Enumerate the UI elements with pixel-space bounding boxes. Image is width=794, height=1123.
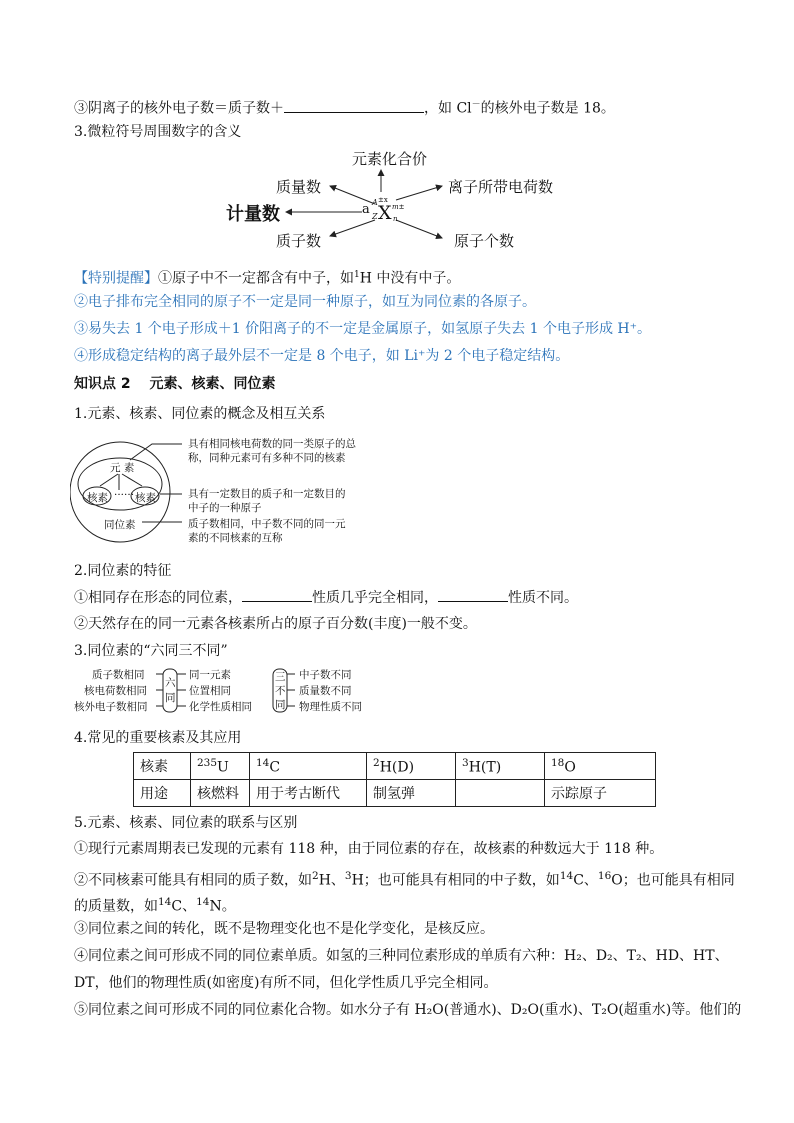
tip-1-end: H 中没有中子。 [359, 270, 461, 287]
cell-label: 核素 [140, 759, 168, 775]
paragraph-2-cont [74, 892, 236, 917]
section-heading: 2.同位素的特征 [74, 563, 172, 579]
feature-1-end: 性质不同。 [508, 590, 578, 606]
subsection-heading: 1.元素、核素、同位素的概念及相互关系 [74, 406, 326, 422]
same-result: 同一元素 [189, 669, 231, 681]
table-cell [134, 753, 191, 780]
same-result: 位置相同 [189, 685, 231, 697]
nuclide-symbol: C [269, 759, 281, 776]
symbol-count: n [393, 215, 398, 223]
three-char: 三 [275, 671, 286, 683]
tip-label: 【特别提醒】 [74, 270, 158, 287]
p2-text: N。 [209, 898, 236, 915]
isotope-node: 同位素 [104, 519, 136, 531]
diff-item: 物理性质不同 [299, 701, 362, 713]
tip-1-text: ①原子中不一定都含有中子，如 [158, 270, 354, 287]
valence-label: 元素化合价 [352, 150, 428, 168]
knowledge-point-heading: 知识点 2 元素、核素、同位素 [74, 376, 276, 392]
p2-text: C、 [573, 872, 598, 889]
blank-field [438, 587, 508, 602]
tip-3: ③易失去 1 个电子形成＋1 价阳离子的不一定是金属原子，如氢原子失去 1 个电子形成 H⁺。 [74, 321, 652, 337]
paragraph-3: ③同位素之间的转化，既不是物理变化也不是化学变化，是核反应。 [74, 921, 494, 937]
feature-1-mid: 性质几乎完全相同， [312, 590, 438, 606]
coefficient-label: 计量数 [226, 204, 280, 225]
isotope-definition-cont: 素的不同核素的互称 [188, 532, 283, 544]
same-result: 化学性质相同 [189, 701, 252, 713]
anion-example-end: 的核外电子数是 18。 [480, 100, 615, 117]
table-row [134, 753, 656, 780]
p2-text: 的质量数，如 [74, 898, 158, 915]
table-cell: 用途 [134, 780, 191, 807]
nuclide-node-left: 核素 [87, 492, 108, 504]
table-row [134, 780, 656, 807]
blank-field [242, 587, 312, 602]
not-char: 不 [275, 685, 286, 697]
same-char: 同 [165, 692, 176, 704]
element-definition-cont: 称，同种元素可有多种不同的核素 [188, 452, 346, 464]
atom-count-label: 原子个数 [454, 232, 515, 250]
symbol-valence: ±x [378, 196, 388, 204]
element-node: 元 素 [110, 462, 135, 474]
isotope-feature-1 [74, 587, 578, 608]
isotope-feature-2: ②天然存在的同一元素各核素所占的原子百分数(丰度)一般不变。 [74, 616, 477, 632]
section-heading: 3.微粒符号周围数字的含义 [74, 124, 242, 140]
tip-2: ②电子排布完全相同的原子不一定是同一种原子，如互为同位素的各原子。 [74, 294, 536, 310]
section-heading: 5.元素、核素、同位素的联系与区别 [74, 815, 298, 831]
table-cell: 用于考古断代 [250, 780, 367, 807]
table-cell: 制氢弹 [367, 780, 456, 807]
element-nuclide-isotope-diagram [70, 432, 370, 552]
mass-number: 3 [344, 870, 352, 882]
nuclide-definition-cont: 中子的一种原子 [188, 502, 262, 514]
paragraph-5: ⑤同位素之间可形成不同的同位素化合物。如水分子有 H₂O(普通水)、D₂O(重水)、T₂O(超重水)等。他们的 [74, 1002, 742, 1018]
mass-number: 14 [158, 896, 172, 908]
tip-4: ④形成稳定结构的离子最外层不一定是 8 个电子，如 Li⁺为 2 个电子稳定结构。 [74, 348, 570, 364]
tip-1 [74, 265, 460, 289]
table-cell [367, 753, 456, 780]
p2-text: H、 [318, 872, 345, 889]
tip-1-sup: 1 [354, 270, 360, 280]
mass-number: 16 [597, 870, 612, 882]
nuclide-mass: 3 [462, 756, 469, 769]
table-cell [545, 753, 656, 780]
nuclide-mass: 235 [197, 756, 218, 769]
six-char: 六 [165, 677, 176, 689]
cl-charge: － [471, 100, 481, 110]
element-symbol: X [378, 202, 392, 224]
table-cell [191, 753, 250, 780]
anion-electron-line [74, 95, 615, 119]
table-cell: 示踪原子 [545, 780, 656, 807]
nuclide-mass: 2 [373, 756, 380, 769]
paragraph-2 [74, 866, 735, 891]
nuclide-symbol: O [564, 759, 576, 776]
section-heading: 3.同位素的“六同三不同” [74, 643, 228, 659]
nuclide-definition: 具有一定数目的质子和一定数目的 [188, 488, 346, 500]
feature-1-text: ①相同存在形态的同位素， [74, 590, 242, 606]
p2-text: ②不同核素可能具有相同的质子数，如 [74, 872, 312, 889]
isotope-definition: 质子数相同，中子数不同的同一元 [188, 518, 346, 530]
six-same-three-diff-diagram [74, 666, 374, 716]
same-item: 核外电子数相同 [74, 701, 148, 713]
anion-example: ，如 Cl [424, 100, 472, 117]
nuclide-mass: 18 [551, 756, 565, 769]
element-definition: 具有相同核电荷数的同一类原子的总 [188, 438, 356, 450]
diff-item: 质量数不同 [299, 685, 352, 697]
table-cell: 核燃料 [191, 780, 250, 807]
same-item: 质子数相同 [92, 669, 145, 681]
nuclide-node-right: 核素 [135, 492, 156, 504]
symbol-coefficient: a [362, 202, 370, 217]
same-char: 同 [275, 699, 286, 711]
mass-number-label: 质量数 [276, 178, 322, 196]
diff-item: 中子数不同 [299, 669, 352, 681]
nuclide-symbol: U [217, 759, 229, 776]
proton-number-label: 质子数 [276, 232, 322, 250]
p2-text: H；也可能具有相同的中子数，如 [351, 872, 560, 889]
ion-charge-label: 离子所带电荷数 [448, 178, 554, 196]
mass-number: 14 [559, 870, 574, 882]
paragraph-4-cont: DT，他们的物理性质(如密度)有所不同，但化学性质几乎完全相同。 [74, 975, 498, 991]
table-cell [456, 780, 545, 807]
nuclide-mass: 14 [256, 756, 270, 769]
paragraph-1: ①现行元素周期表已发现的元素有 118 种，由于同位素的存在，故核素的种数远大于 118 种。 [74, 841, 664, 857]
particle-symbol-diagram [220, 140, 580, 255]
nuclide-dots: ······ [114, 489, 135, 501]
p2-text: O；也可能具有相同 [611, 872, 735, 889]
symbol-proton: Z [372, 212, 378, 221]
nuclide-symbol: H(T) [468, 759, 502, 776]
table-cell [250, 753, 367, 780]
nuclide-symbol: H(D) [379, 759, 415, 776]
mass-number: 14 [196, 896, 210, 908]
paragraph-4: ④同位素之间可形成不同的同位素单质。如氢的三种同位素形成的单质有六种：H₂、D₂、T₂、HD、HT、 [74, 948, 729, 964]
blank-field [284, 98, 424, 113]
mass-number: 2 [312, 870, 319, 882]
same-item: 核电荷数相同 [84, 685, 147, 697]
nuclide-table [133, 752, 656, 807]
section-heading: 4.常见的重要核素及其应用 [74, 730, 242, 746]
p2-text: C、 [171, 898, 197, 915]
symbol-charge: m± [392, 203, 405, 211]
table-cell [456, 753, 545, 780]
symbol-mass: A [372, 198, 378, 207]
anion-text: ③阴离子的核外电子数＝质子数＋ [74, 100, 284, 117]
